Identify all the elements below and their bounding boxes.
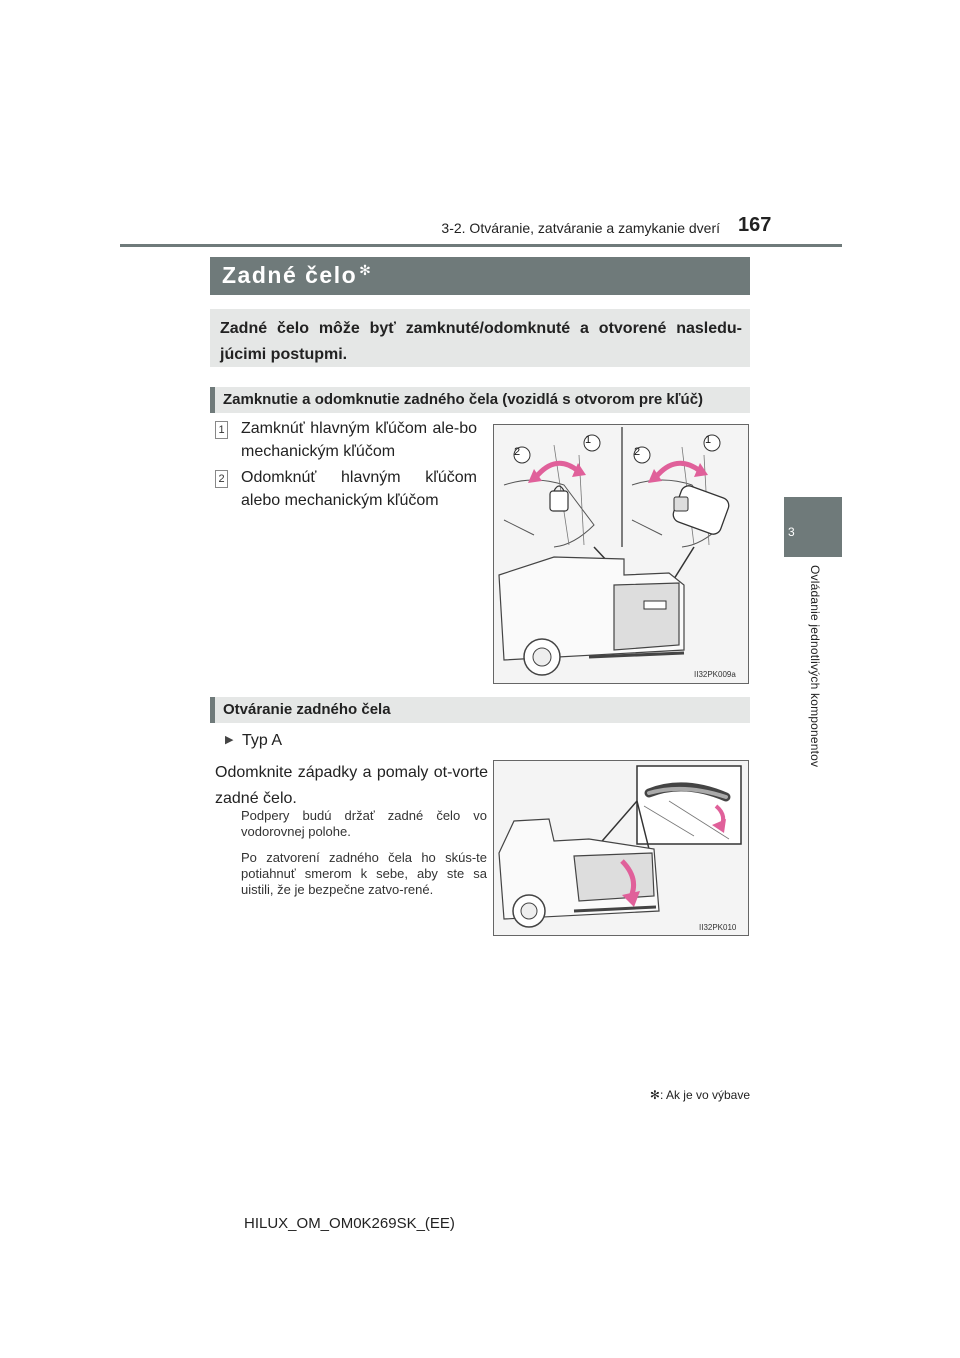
footer-document-code: HILUX_OM_OM0K269SK_(EE)	[244, 1215, 455, 1232]
note-2: Po zatvorení zadného čela ho skús-te potiahnuť smerom k sebe, aby ste sa uistili, že je bezpečne zatvo-rené.	[241, 850, 487, 897]
optional-mark-footnote-icon: ✻	[649, 1088, 660, 1102]
footnote-text: : Ak je vo výbave	[659, 1088, 750, 1102]
header-rule	[120, 244, 842, 247]
page-title-text: Zadné čelo	[222, 262, 358, 288]
tailgate-lock-illustration	[493, 424, 749, 684]
step-text-2: Odomknúť hlavným kľúčom alebo mechanickým kľúčom	[241, 469, 477, 509]
callout-2-left: 2	[514, 446, 521, 458]
step-text-1: Zamknúť hlavným kľúčom ale-bo mechanickým kľúčom	[241, 420, 477, 460]
intro-text: Zadné čelo môže byť zamknuté/odomknuté a otvorené nasledu-júcimi postupmi.	[220, 320, 742, 363]
tailgate-open-illustration	[493, 760, 749, 936]
callout-2-right: 2	[634, 446, 641, 458]
figure-code-2: II32PK010	[699, 923, 737, 932]
tailgate-lock-drawing	[494, 425, 748, 683]
open-instruction: Odomknite západky a pomaly ot-vorte zadné čelo.	[215, 764, 488, 807]
type-label: Typ A	[242, 732, 283, 749]
footnote	[600, 1088, 750, 1102]
chapter-title: Ovládanie jednotlivých komponentov	[808, 565, 822, 768]
chapter-number: 3	[788, 525, 795, 539]
tailgate-open-drawing	[494, 761, 748, 935]
optional-mark-icon: ✻	[359, 262, 373, 278]
header-section-title: 3-2. Otváranie, zatváranie a zamykanie dverí	[441, 220, 720, 236]
step-number-1: 1	[215, 421, 228, 439]
page-title	[222, 262, 372, 289]
note-1: Podpery budú držať zadné čelo vo vodorovnej polohe.	[241, 808, 487, 839]
triangle-bullet-icon: ▶	[225, 734, 234, 746]
callout-1-left: 1	[585, 434, 592, 446]
step-number-2: 2	[215, 470, 228, 488]
page-number: 167	[738, 214, 772, 236]
lock-section-heading: Zamknutie a odomknutie zadného čela (vozidlá s otvorom pre kľúč)	[223, 391, 704, 408]
open-section-heading: Otváranie zadného čela	[223, 701, 391, 718]
callout-1-right: 1	[705, 434, 712, 446]
figure-code-1: II32PK009a	[694, 670, 736, 679]
